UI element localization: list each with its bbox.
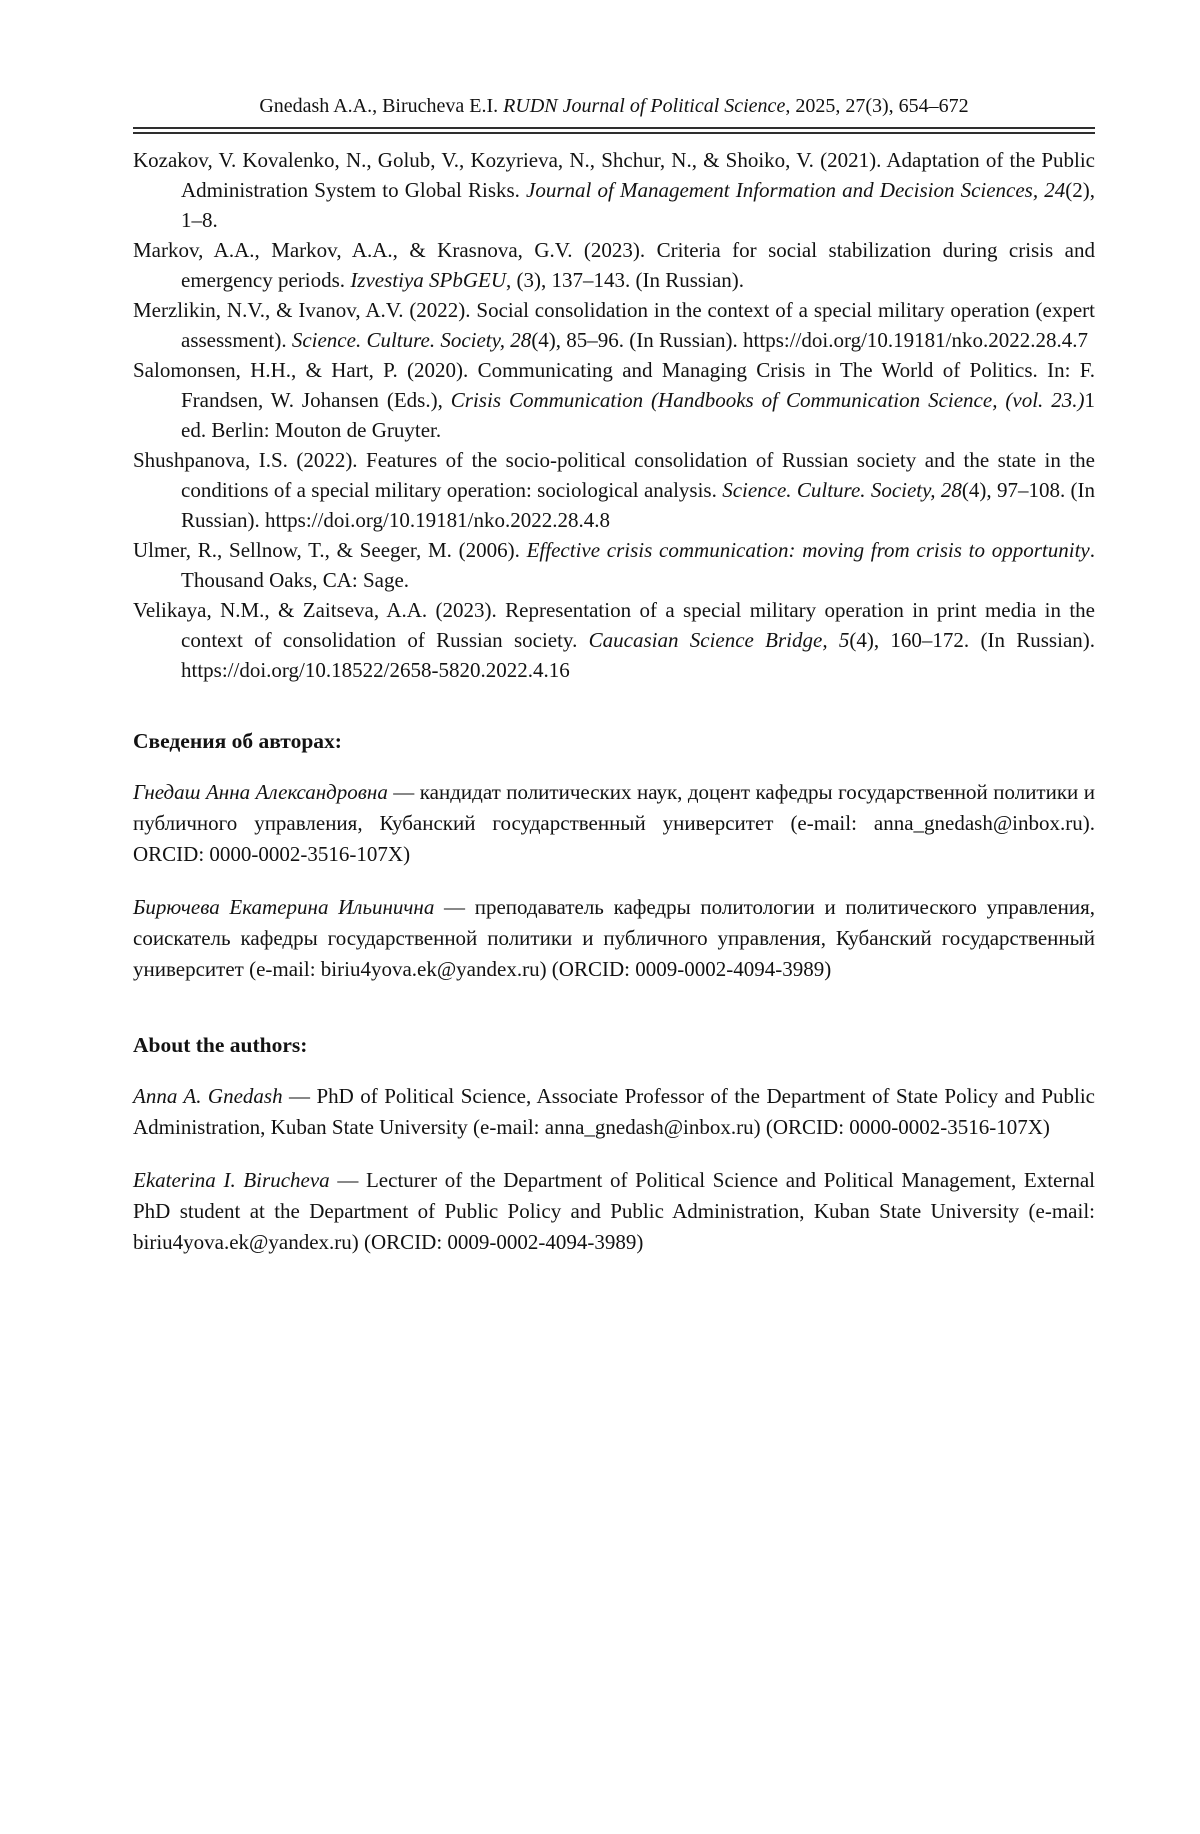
regular-text: (2), 1–8. [181,178,1095,232]
italic-text: Science. Culture. Society, 28 [722,478,962,502]
regular-text: Salomonsen, H.H., & Hart, P. (2020). Communicating and Managing Crisis in The World of Politics. In: F. Frandsen, W. Johansen (Eds.), [133,358,1095,412]
running-header-journal-title: RUDN Journal of Political Science [503,95,786,117]
regular-text: Shushpanova, I.S. (2022). Features of the socio-political consolidation of Russian society and the state in the conditions of a special military operation: sociological analysis. [133,448,1095,502]
regular-text: Kozakov, V. Kovalenko, N., Golub, V., Kozyrieva, N., Shchur, N., & Shoiko, V. (2021). Adaptation of the Public Administration System to Global Risks. [133,148,1095,202]
regular-text: (4), 160–172. (In Russian). https://doi.org/10.18522/2658-5820.2022.4.16 [181,628,1096,682]
author-paragraph-en [133,1165,1095,1258]
regular-text: — PhD of Political Science, Associate Professor of the Department of State Policy and Public Administration, Kuban State University (e-mail: anna_gnedash@inbox.ru) (ORCID: 0000-0002-3516-107X) [133,1084,1095,1139]
running-header [133,94,1095,118]
authors-info-ru [133,777,1095,985]
italic-text: Journal of Management Information and Decision Sciences, 24 [526,178,1066,202]
italic-text: Effective crisis communication: moving from crisis to opportunity [526,538,1090,562]
regular-text: (4), 85–96. (In Russian). https://doi.org/10.19181/nko.2022.28.4.7 [531,328,1088,352]
regular-text: Ulmer, R., Sellnow, T., & Seeger, M. (2006). [133,538,527,562]
italic-text: Бирючева Екатерина Ильинична [133,895,435,919]
regular-text: , (3), 137–143. (In Russian). [506,268,745,292]
reference-entry [133,235,1095,295]
italic-text: Crisis Communication (Handbooks of Communication Science, (vol. 23.) [450,388,1085,412]
authors-info-en [133,1081,1095,1258]
running-header-authors: Gnedash A.A., Birucheva E.I. [259,95,504,117]
author-paragraph-ru [133,777,1095,870]
regular-text: Velikaya, N.M., & Zaitseva, A.A. (2023). Representation of a special military operation in print media in the context of consolidation of Russian society. [133,598,1095,652]
authors-info-heading-en: About the authors: [133,1033,308,1057]
regular-text: — Lecturer of the Department of Political Science and Political Management, External PhD student at the Department of Public Policy and Public Administration, Kuban State University (e-mail: biriu4yova.ek@yandex.ru) (ORCID: 0009-0002-4094-3989) [133,1168,1095,1254]
reference-entry [133,145,1095,235]
italic-text: Гнедаш Анна Александровна [133,780,388,804]
regular-text: — преподаватель кафедры политологии и политического управления, соискатель кафедры государственной политики и публичного управления, Кубанский государственный университет (e-mail: biriu4yova.ek@yandex.ru) (ORCID: 0009-0002-4094-3989) [133,895,1095,981]
author-paragraph-ru [133,892,1095,985]
running-header-citation-info: , 2025, 27(3), 654–672 [785,95,969,117]
italic-text: Izvestiya SPbGEU [350,268,507,292]
author-paragraph-en [133,1081,1095,1143]
regular-text: Merzlikin, N.V., & Ivanov, A.V. (2022). Social consolidation in the context of a special military operation (expert assessment). [133,298,1095,352]
reference-entry [133,295,1095,355]
regular-text: — кандидат политических наук, доцент кафедры государственной политики и публичного управления, Кубанский государственный университет (e-mail: anna_gnedash@inbox.ru). ORCID: 0000-0002-3516-107X) [133,780,1095,866]
references-list [133,145,1095,685]
italic-text: Ekaterina I. Birucheva [133,1168,330,1192]
reference-entry [133,355,1095,445]
reference-entry [133,445,1095,535]
reference-entry [133,595,1095,685]
regular-text: (4), 97–108. (In Russian). https://doi.org/10.19181/nko.2022.28.4.8 [181,478,1096,532]
authors-info-heading-ru: Сведения об авторах: [133,729,342,753]
header-rule [133,127,1095,134]
italic-text: Caucasian Science Bridge, 5 [588,628,850,652]
regular-text: . Thousand Oaks, CA: Sage. [181,538,1095,592]
regular-text: 1 ed. Berlin: Mouton de Gruyter. [181,388,1095,442]
italic-text: Anna A. Gnedash [133,1084,283,1108]
regular-text: Markov, A.A., Markov, A.A., & Krasnova, G.V. (2023). Criteria for social stabilization during crisis and emergency periods. [133,238,1095,292]
italic-text: Science. Culture. Society, 28 [291,328,532,352]
reference-entry [133,535,1095,595]
